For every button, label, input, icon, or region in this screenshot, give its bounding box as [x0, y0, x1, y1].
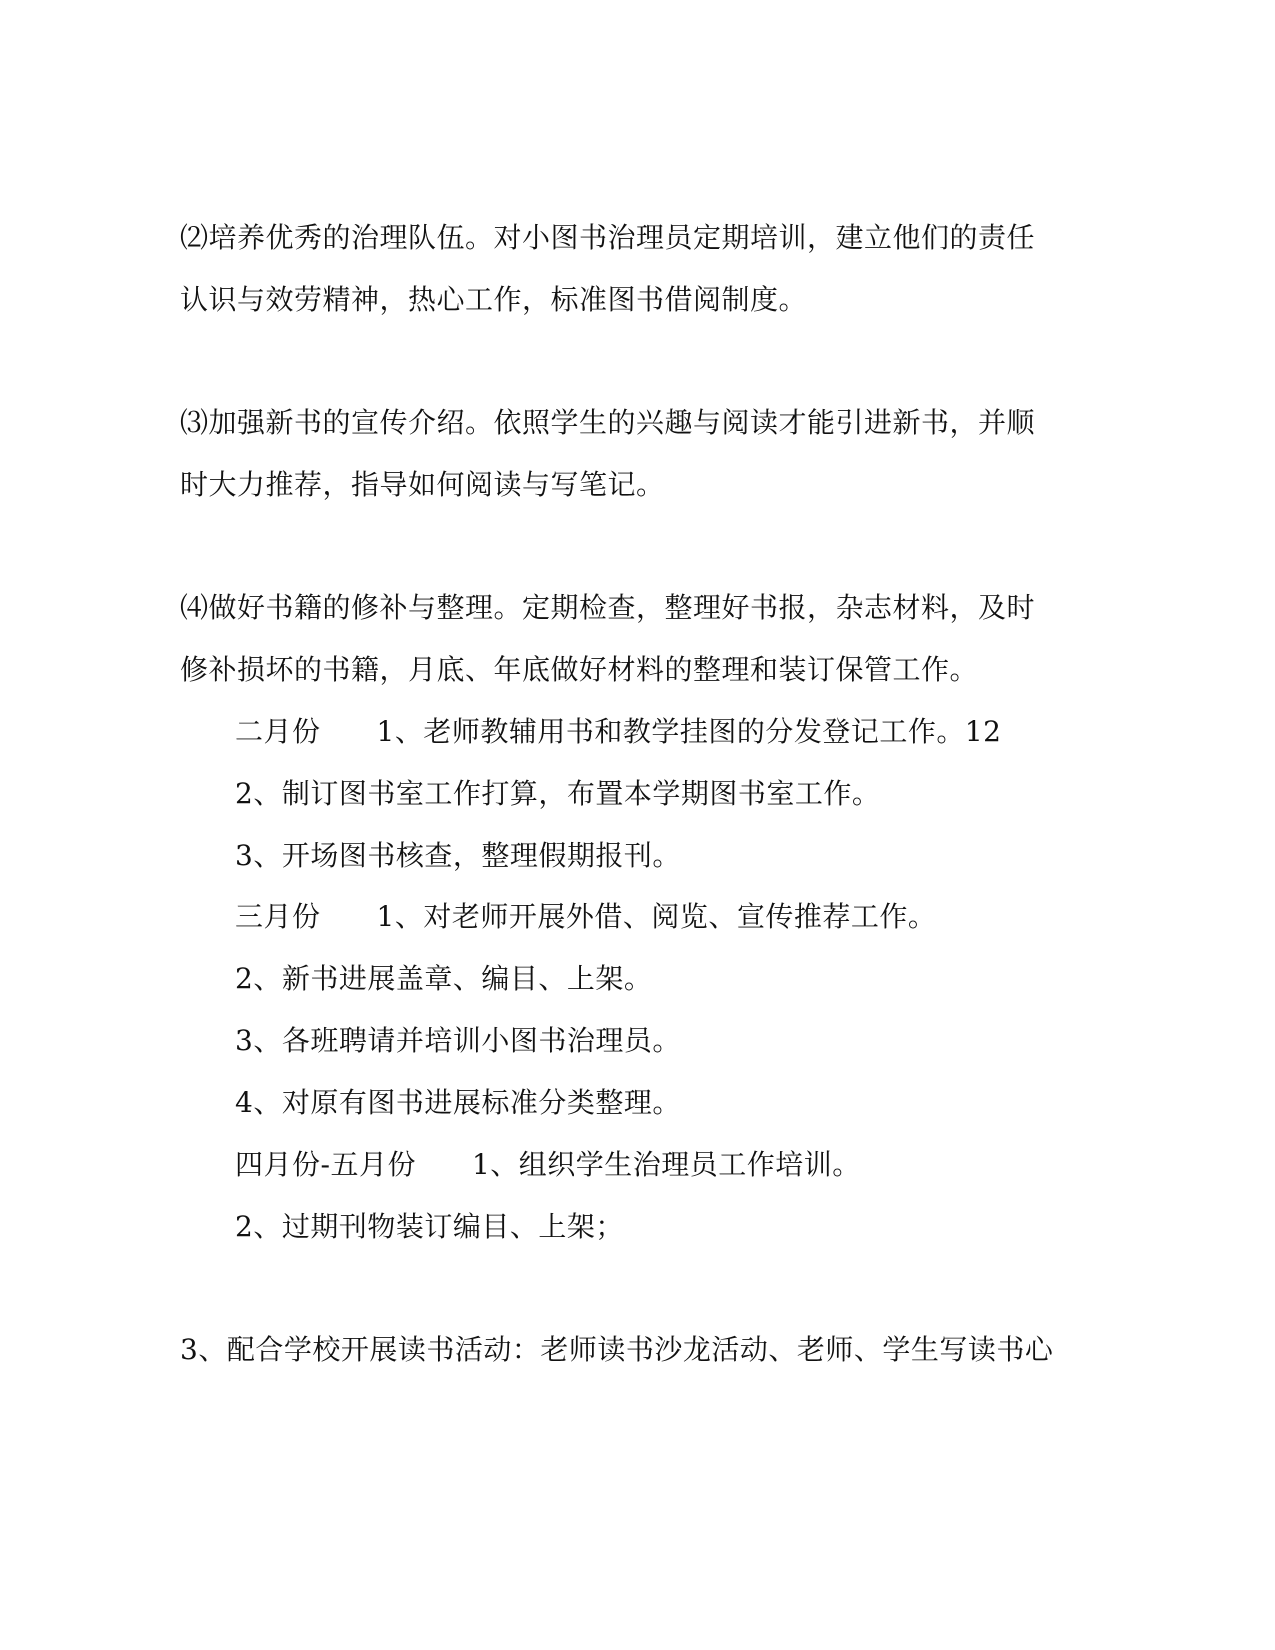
schedule-february-row: [235, 712, 1001, 752]
paragraph-2-line-2: 认识与效劳精神，热心工作，标准图书借阅制度。: [180, 283, 808, 316]
schedule-february-month: 二月份: [235, 715, 321, 748]
paragraph-3-line-1: ⑶加强新书的宣传介绍。依照学生的兴趣与阅读才能引进新书，并顺: [180, 406, 1036, 439]
section-3-line-1: 3、配合学校开展读书活动：老师读书沙龙活动、老师、学生写读书心: [180, 1333, 1054, 1366]
schedule-march-item-2: 2、新书进展盖章、编目、上架。: [235, 962, 653, 995]
paragraph-4-line-1: ⑷做好书籍的修补与整理。定期检查，整理好书报，杂志材料，及时: [180, 591, 1036, 624]
schedule-march-item-4: 4、对原有图书进展标准分类整理。: [235, 1086, 681, 1119]
schedule-april-may-month: 四月份-五月份: [235, 1148, 416, 1181]
schedule-april-may-row: [235, 1145, 861, 1185]
paragraph-3-line-2: 时大力推荐，指导如何阅读与写笔记。: [180, 468, 665, 501]
schedule-march-month: 三月份: [235, 900, 321, 933]
schedule-march-item-3: 3、各班聘请并培训小图书治理员。: [235, 1024, 681, 1057]
schedule-february-item-3: 3、开场图书核查，整理假期报刊。: [235, 839, 681, 872]
schedule-march-item-1: 1、对老师开展外借、阅览、宣传推荐工作。: [376, 900, 937, 933]
paragraph-4-line-2: 修补损坏的书籍，月底、年底做好材料的整理和装订保管工作。: [180, 653, 979, 686]
schedule-february-item-2: 2、制订图书室工作打算，布置本学期图书室工作。: [235, 777, 881, 810]
schedule-april-may-item-1: 1、组织学生治理员工作培训。: [471, 1148, 861, 1181]
schedule-february-item-1: 1、老师教辅用书和教学挂图的分发登记工作。12: [376, 715, 1002, 748]
schedule-april-may-item-2: 2、过期刊物装订编目、上架；: [235, 1210, 624, 1243]
schedule-march-row: [235, 897, 936, 937]
paragraph-2-line-1: ⑵培养优秀的治理队伍。对小图书治理员定期培训，建立他们的责任: [180, 221, 1036, 254]
